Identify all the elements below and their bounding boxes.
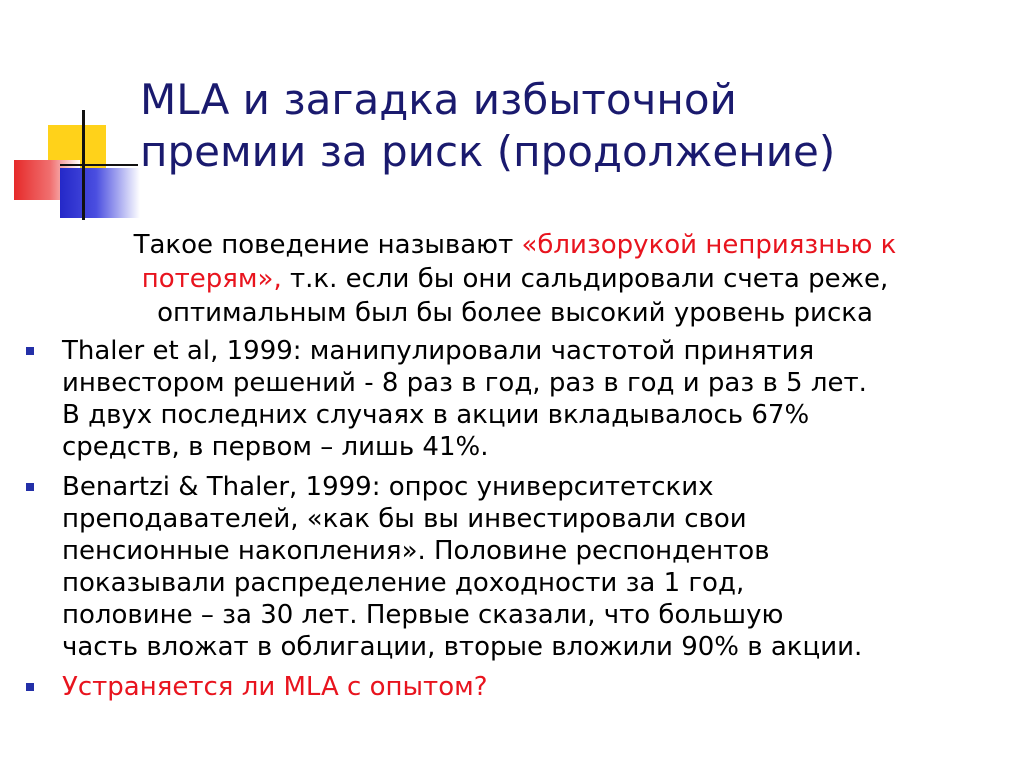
- intro-paragraph: [60, 228, 970, 330]
- bullet-line: пенсионные накопления». Половине респондентов: [62, 536, 770, 566]
- bullet-square-icon: [26, 347, 34, 355]
- logo-horizontal-line: [60, 164, 138, 166]
- bullet-line: инвестором решений - 8 раз в год, раз в год и раз в 5 лет.: [62, 368, 867, 398]
- bullet-list: [18, 335, 1008, 711]
- logo-blue-square: [60, 168, 140, 218]
- intro-text-2: т.к. если бы они сальдировали счета реже, оптимальным был бы более высокий уровень риска: [157, 264, 889, 328]
- bullet-line: преподавателей, «как бы вы инвестировали свои: [62, 504, 747, 534]
- bullet-square-icon: [26, 483, 34, 491]
- bullet-line: показывали распределение доходности за 1 год,: [62, 568, 745, 598]
- bullet-square-icon: [26, 683, 34, 691]
- intro-highlight: «близорукой неприязнью к потерям»,: [141, 230, 897, 294]
- slide-logo: [0, 0, 150, 240]
- bullet-line: Устраняется ли MLA с опытом?: [62, 672, 488, 702]
- intro-text-1: Такое поведение называют: [133, 230, 522, 260]
- bullet-line: часть вложат в облигации, вторые вложили 90% в акции.: [62, 632, 863, 662]
- bullet-line: В двух последних случаях в акции вкладывалось 67%: [62, 400, 810, 430]
- slide-title: [140, 74, 1000, 178]
- bullet-line: Benartzi & Thaler, 1999: опрос университетских: [62, 472, 714, 502]
- bullet-line: средств, в первом – лишь 41%.: [62, 432, 489, 462]
- title-line-2: премии за риск (продолжение): [140, 127, 836, 176]
- bullet-item-question: [18, 671, 1008, 703]
- bullet-item: [18, 471, 1008, 663]
- bullet-line: половине – за 30 лет. Первые сказали, что большую: [62, 600, 784, 630]
- bullet-item: [18, 335, 1008, 463]
- title-line-1: MLA и загадка избыточной: [140, 75, 737, 124]
- bullet-line: Thaler et al, 1999: манипулировали частотой принятия: [62, 336, 815, 366]
